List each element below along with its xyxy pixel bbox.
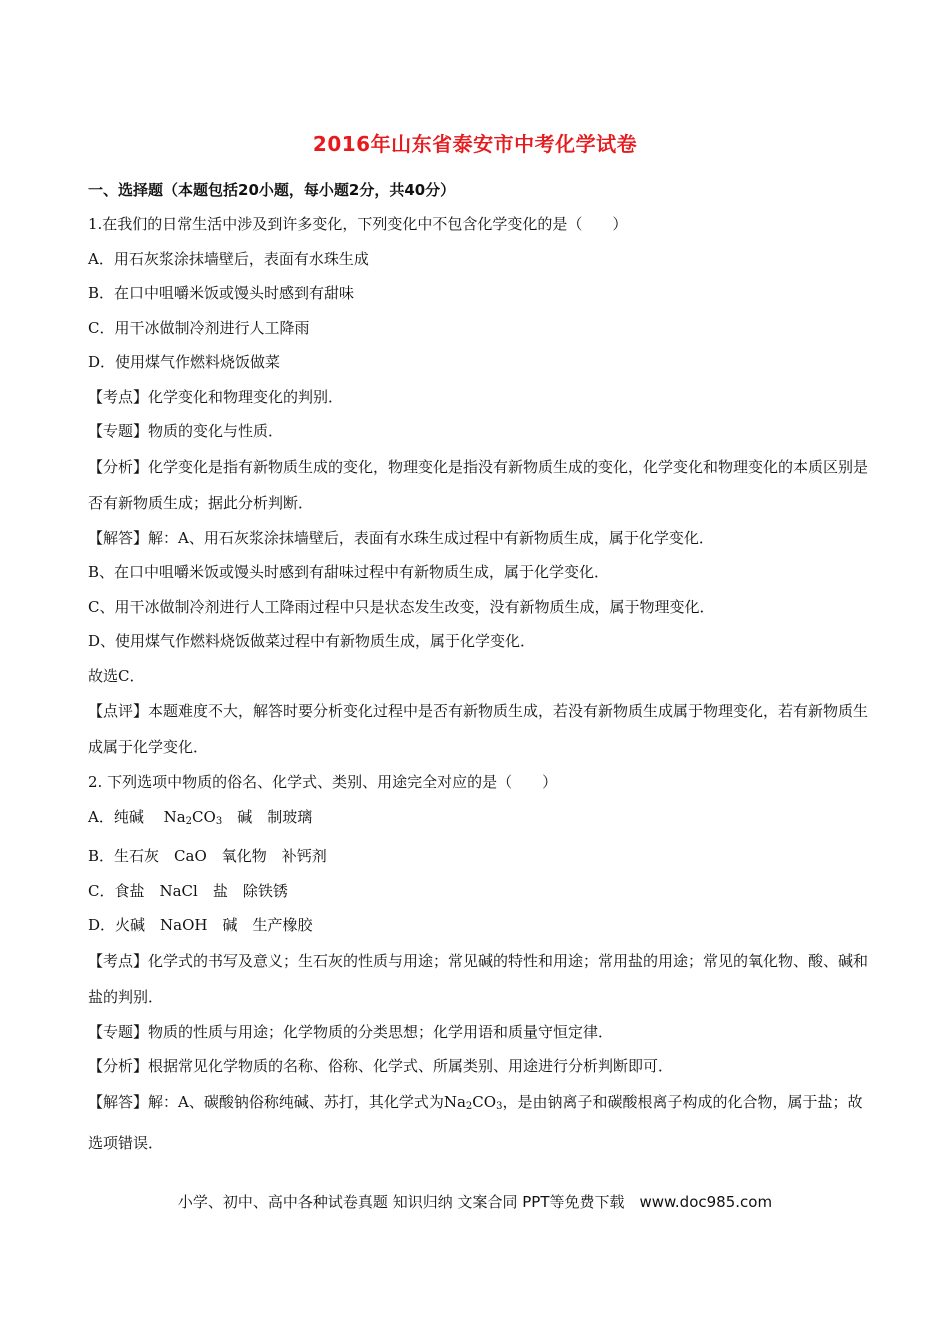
- q1-option-a: A．用石灰浆涂抹墙壁后，表面有水珠生成: [88, 249, 369, 268]
- q1-zhuanti: 【专题】物质的变化与性质．: [88, 422, 284, 440]
- q2-jieda-a: [88, 1084, 868, 1161]
- q1-stem: 1.在我们的日常生活中涉及到许多变化，下列变化中不包含化学变化的是（ ）: [88, 215, 628, 233]
- q1-jieda-d: D、使用煤气作燃料烧饭做菜过程中有新物质生成，属于化学变化．: [88, 632, 536, 650]
- q2-option-a-pre: A．纯碱 Na: [88, 807, 186, 826]
- q2-jieda-pre: 【解答】解：A、碳酸钠俗称纯碱、苏打，其化学式为Na: [88, 1092, 466, 1111]
- exam-title: 2016年山东省泰安市中考化学试卷: [312, 132, 638, 156]
- q1-dianping: 【点评】本题难度不大，解答时要分析变化过程中是否有新物质生成，若没有新物质生成属于物理变化，若有新物质生成属于化学变化．: [88, 702, 869, 756]
- question-1: [88, 207, 868, 765]
- q1-option-d: D．使用煤气作燃料烧饭做菜: [88, 353, 281, 371]
- q1-option-c: C．用干冰做制冷剂进行人工降雨: [88, 318, 310, 337]
- q1-answer: 故选C．: [88, 666, 145, 685]
- q2-option-c: C．食盐 NaCl 盐 除铁锈: [88, 881, 288, 900]
- q1-fenxi: 【分析】化学变化是指有新物质生成的变化，物理变化是指没有新物质生成的变化，化学变化和物理变化的本质区别是否有新物质生成；据此分析判断．: [88, 457, 869, 512]
- q2-option-a-sub2: 3: [215, 815, 223, 827]
- q2-zhuanti: 【专题】物质的性质与用途；化学物质的分类思想；化学用语和质量守恒定律．: [88, 1022, 614, 1041]
- q1-option-b: B．在口中咀嚼米饭或馒头时感到有甜味: [88, 284, 355, 302]
- q1-jieda-c: C、用干冰做制冷剂进行人工降雨过程中只是状态发生改变，没有新物质生成，属于物理变化．: [88, 597, 715, 616]
- q1-kaodian: 【考点】化学变化和物理变化的判别．: [88, 387, 344, 406]
- q2-option-a-post: 碱 制玻璃: [222, 807, 313, 826]
- q2-jieda-post: ，是由钠离子和碳酸根离子构成的化合物，属于盐；故选项错误．: [88, 1092, 863, 1152]
- q1-jieda-a: 【解答】解：A、用石灰浆涂抹墙壁后，表面有水珠生成过程中有新物质生成，属于化学变化．: [88, 528, 714, 547]
- q2-option-a: [88, 800, 868, 840]
- page-footer: 小学、初中、高中各种试卷真题 知识归纳 文案合同 PPT等免费下载 www.doc985.com: [177, 1193, 773, 1211]
- q2-jieda-mid: CO: [472, 1092, 497, 1111]
- q2-jieda-sub2: 3: [496, 1100, 503, 1112]
- exam-content: [88, 175, 868, 1161]
- q1-jieda-b: B、在口中咀嚼米饭或馒头时感到有甜味过程中有新物质生成，属于化学变化．: [88, 563, 610, 581]
- section-heading: 一、选择题（本题包括20小题，每小题2分，共40分）: [88, 181, 456, 199]
- q2-stem: 2. 下列选项中物质的俗名、化学式、类别、用途完全对应的是（ ）: [88, 773, 558, 791]
- q2-option-b: B．生石灰 CaO 氧化物 补钙剂: [88, 847, 327, 865]
- q2-jieda-sub1: 2: [465, 1100, 473, 1112]
- q2-fenxi: 【分析】根据常见化学物质的名称、俗称、化学式、所属类别、用途进行分析判断即可．: [88, 1057, 674, 1075]
- q2-kaodian: 【考点】化学式的书写及意义；生石灰的性质与用途；常见碱的特性和用途；常用盐的用途；常见的氧化物、酸、碱和盐的判别．: [88, 951, 869, 1006]
- question-2: [88, 765, 868, 1161]
- q2-option-a-sub1: 2: [185, 815, 193, 827]
- q2-option-a-mid: CO: [192, 807, 216, 826]
- q2-option-d: D．火碱 NaOH 碱 生产橡胶: [88, 916, 313, 934]
